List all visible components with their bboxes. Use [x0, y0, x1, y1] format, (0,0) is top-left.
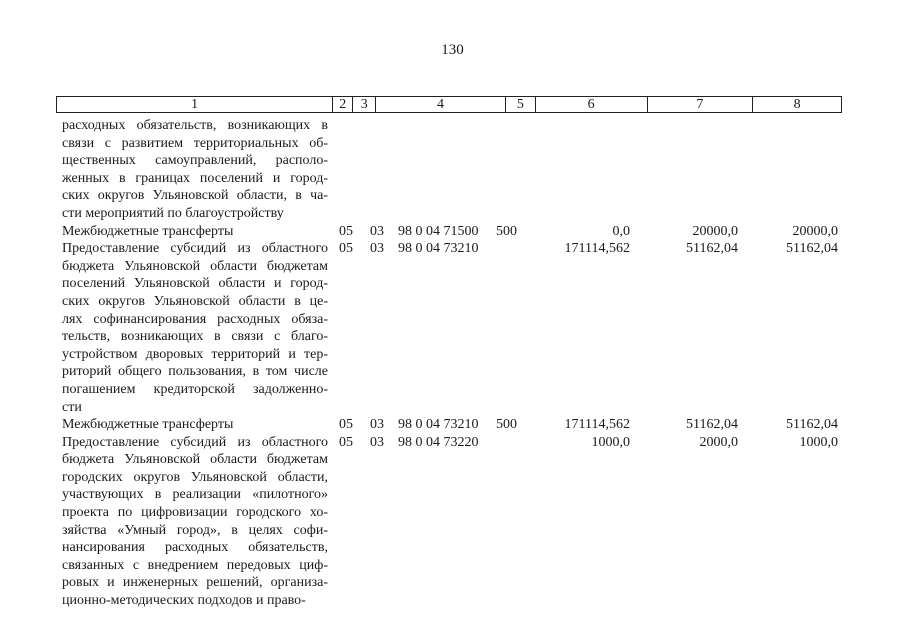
row-description	[62, 223, 328, 241]
page-number: 130	[441, 42, 464, 58]
cell-col-8: 1000,0	[799, 434, 838, 450]
table-row	[62, 223, 842, 241]
cell-col-3: 03	[370, 417, 384, 433]
cell-col-4: 98 0 04 73210	[398, 417, 479, 433]
cell-col-8: 51162,04	[786, 241, 838, 257]
table-row	[62, 117, 842, 223]
cell-col-4: 98 0 04 71500	[398, 223, 479, 239]
description-line: нансирования расходных обязательств,	[62, 540, 328, 556]
header-cell-4: 4	[376, 97, 506, 112]
row-description	[62, 416, 328, 434]
cell-col-7: 51162,04	[686, 241, 738, 257]
header-cell-1: 1	[57, 97, 333, 112]
cell-col-4: 98 0 04 73220	[398, 434, 479, 450]
cell-col-5: 500	[496, 223, 517, 239]
description-line: погашением кредиторской задолженно-	[62, 381, 328, 397]
description-line: бюджета Ульяновской области бюджетам	[62, 258, 328, 274]
description-line: сти мероприятий по благоустройству	[62, 205, 284, 221]
table-row	[62, 434, 842, 610]
cell-col-2: 05	[339, 417, 353, 433]
description-line: проекта по цифровизации городского хо-	[62, 505, 328, 521]
table-body	[62, 117, 842, 610]
description-line: городских округов Ульяновской области,	[62, 469, 328, 485]
header-cell-6: 6	[536, 97, 648, 112]
cell-col-6: 171114,562	[564, 417, 630, 433]
cell-col-2: 05	[339, 223, 353, 239]
cell-col-7: 51162,04	[686, 417, 738, 433]
description-line: поселений Ульяновской области и город-	[62, 276, 328, 292]
cell-col-7: 20000,0	[692, 223, 738, 239]
table-header	[56, 96, 842, 113]
description-line: женных в границах поселений и город-	[62, 170, 328, 186]
description-line: связанных с внедрением передовых циф-	[62, 557, 328, 573]
description-line: связи с развитием территориальных об-	[62, 135, 328, 151]
cell-col-8: 20000,0	[792, 223, 838, 239]
description-line: Предоставление субсидий из областного	[62, 434, 328, 450]
cell-col-7: 2000,0	[699, 434, 738, 450]
description-line: устройством дворовых территорий и тер-	[62, 346, 328, 362]
description-line: зяйства «Умный город», в целях софи-	[62, 522, 328, 538]
row-description	[62, 117, 328, 223]
row-description	[62, 434, 328, 610]
table-row	[62, 240, 842, 416]
row-description	[62, 240, 328, 416]
description-line: риторий общего пользования, в том числе	[62, 364, 328, 380]
description-line: ционно-методических подходов и право-	[62, 593, 306, 609]
cell-col-2: 05	[339, 434, 353, 450]
description-line: Межбюджетные трансферты	[62, 417, 234, 433]
description-line: бюджета Ульяновской области бюджетам	[62, 452, 328, 468]
description-line: ровых и инженерных решений, организа-	[62, 575, 328, 591]
header-cell-5: 5	[506, 97, 536, 112]
cell-col-4: 98 0 04 73210	[398, 241, 479, 257]
header-cell-3: 3	[353, 97, 376, 112]
description-line: Предоставление субсидий из областного	[62, 241, 328, 257]
description-line: лях софинансирования расходных обяза-	[62, 311, 328, 327]
description-line: щественных самоуправлений, располо-	[62, 153, 328, 169]
cell-col-5: 500	[496, 417, 517, 433]
description-line: ских округов Ульяновской области, в ча-	[62, 188, 328, 204]
header-cell-2: 2	[333, 97, 353, 112]
description-line: сти	[62, 399, 82, 415]
cell-col-8: 51162,04	[786, 417, 838, 433]
table-row	[62, 416, 842, 434]
cell-col-3: 03	[370, 434, 384, 450]
cell-col-6: 171114,562	[564, 241, 630, 257]
cell-col-3: 03	[370, 223, 384, 239]
description-line: участвующих в реализации «пилотного»	[62, 487, 328, 503]
header-cell-8: 8	[793, 97, 801, 112]
cell-col-3: 03	[370, 241, 384, 257]
cell-col-6: 1000,0	[591, 434, 630, 450]
cell-col-2: 05	[339, 241, 353, 257]
description-line: тельств, возникающих в связи с благо-	[62, 329, 328, 345]
description-line: расходных обязательств, возникающих в	[62, 118, 328, 133]
description-line: ских округов Ульяновской области в це-	[62, 293, 328, 309]
header-cell-7: 7	[648, 97, 754, 112]
cell-col-6: 0,0	[612, 223, 630, 239]
description-line: Межбюджетные трансферты	[62, 223, 234, 239]
